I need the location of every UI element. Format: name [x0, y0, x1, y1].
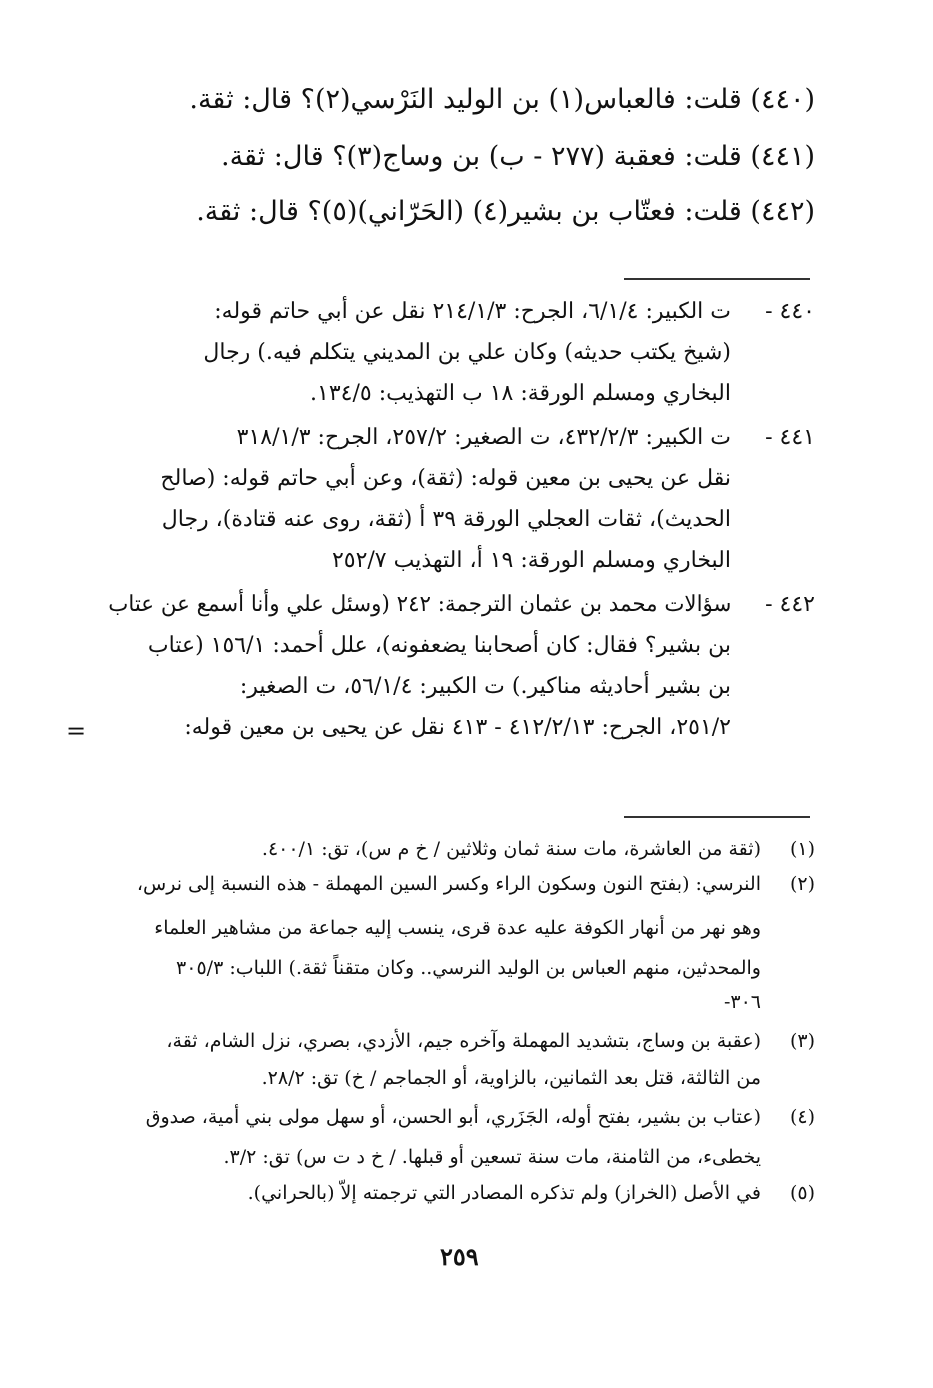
notes-separator: [624, 278, 810, 280]
note-number-440: ٤٤٠ -: [765, 299, 815, 324]
note-442-line-1: سؤالات محمد بن عثمان الترجمة: ٢٤٢ (وسئل علي وأنا أسمع عن عتاب: [107, 592, 731, 617]
note-number-442: ٤٤٢ -: [765, 592, 815, 617]
footnote-3-line-2: من الثالثة، قتل بعد الثمانين، بالزاوية، أو الجماجم / خ) تق: ٢٨/٢.: [261, 1067, 761, 1089]
footnote-3-line-1: (عقبة بن وساج، بتشديد المهملة وآخره جيم، الأزدي، بصري، نزل الشام، ثقة،: [166, 1030, 761, 1052]
footnote-2-line-4: -٣٠٦: [723, 991, 761, 1013]
note-441-line-2: نقل عن يحيى بن معين قوله: (ثقة)، وعن أبي حاتم قوله: (صالح: [160, 466, 731, 491]
footnote-number-1: (١): [789, 838, 815, 860]
note-442-line-3: بن بشير أحاديثه مناكير.) ت الكبير: ٥٦/١/٤، ت الصغير:: [239, 674, 731, 699]
footnotes-separator: [624, 816, 810, 818]
continuation-mark: =: [66, 717, 87, 745]
footnote-2-line-3: والمحدثين، منهم العباس بن الوليد النرسي.. وكان متقناً ثقة.) اللباب: ٣٠٥/٣: [176, 957, 761, 979]
main-entry-441: (٤٤١) قلت: فعقبة (٢٧٧ - ب) بن وساج(٣)؟ قال: ثقة.: [220, 141, 815, 172]
footnote-4-line-1: (عتاب بن بشير، بفتح أوله، الجَزَري، أبو الحسن، أو سهل مولى بني أمية، صدوق: [145, 1106, 761, 1128]
footnote-number-5: (٥): [789, 1182, 815, 1204]
note-number-441: ٤٤١ -: [765, 425, 815, 450]
footnote-number-2: (٢): [789, 873, 815, 895]
note-440-line-2: (شيخ يكتب حديثه) وكان علي بن المديني يتكلم فيه.) رجال: [203, 340, 731, 365]
note-442-line-4: ٢٥١/٢، الجرح: ٤١٢/٢/١٣ - ٤١٣ نقل عن يحيى بن معين قوله:: [184, 715, 731, 740]
page-number: ٢٥٩: [440, 1242, 479, 1271]
main-entry-442: (٤٤٢) قلت: فعتّاب بن بشير(٤) (الحَرّاني)(٥)؟ قال: ثقة.: [196, 196, 815, 227]
note-442-line-2: بن بشير؟ فقال: كان أصحابنا يضعفونه)، علل أحمد: ١٥٦/١ (عتاب: [147, 633, 731, 658]
footnote-5-line-1: في الأصل (الخراز) ولم تذكره المصادر التي ترجمته إلاّ (بالحراني).: [247, 1182, 761, 1204]
note-440-line-1: ت الكبير: ٦/١/٤، الجرح: ٢١٤/١/٣ نقل عن أبي حاتم قوله:: [214, 299, 731, 324]
footnote-number-3: (٣): [789, 1030, 815, 1052]
footnote-1-line-1: (ثقة من العاشرة، مات سنة ثمان وثلاثين / خ م س)، تق: ٤٠٠/١.: [261, 838, 761, 860]
note-441-line-1: ت الكبير: ٤٣٢/٢/٣، ت الصغير: ٢٥٧/٢، الجرح: ٣١٨/١/٣: [236, 425, 731, 450]
main-entry-440: (٤٤٠) قلت: فالعباس(١) بن الوليد النَرْسي(٢)؟ قال: ثقة.: [189, 84, 815, 115]
footnote-number-4: (٤): [789, 1106, 815, 1128]
footnote-2-line-2: وهو نهر من أنهار الكوفة عليه عدة قرى، ينسب إليه جماعة من مشاهير العلماء: [154, 917, 761, 939]
note-441-line-3: الحديث)، ثقات العجلي الورقة ٣٩ أ (ثقة، روى عنه قتادة)، رجال: [161, 507, 731, 532]
footnote-2-line-1: النرسي: (بفتح النون وسكون الراء وكسر السين المهملة - هذه النسبة إلى نرس،: [136, 873, 761, 895]
note-441-line-4: البخاري ومسلم الورقة: ١٩ أ، التهذيب ٢٥٢/٧: [331, 548, 731, 573]
footnote-4-line-2: يخطىء، من الثامنة، مات سنة تسعين أو قبلها. / خ د ت س) تق: ٣/٢.: [223, 1146, 761, 1168]
note-440-line-3: البخاري ومسلم الورقة: ١٨ ب التهذيب: ١٣٤/٥.: [310, 381, 731, 406]
